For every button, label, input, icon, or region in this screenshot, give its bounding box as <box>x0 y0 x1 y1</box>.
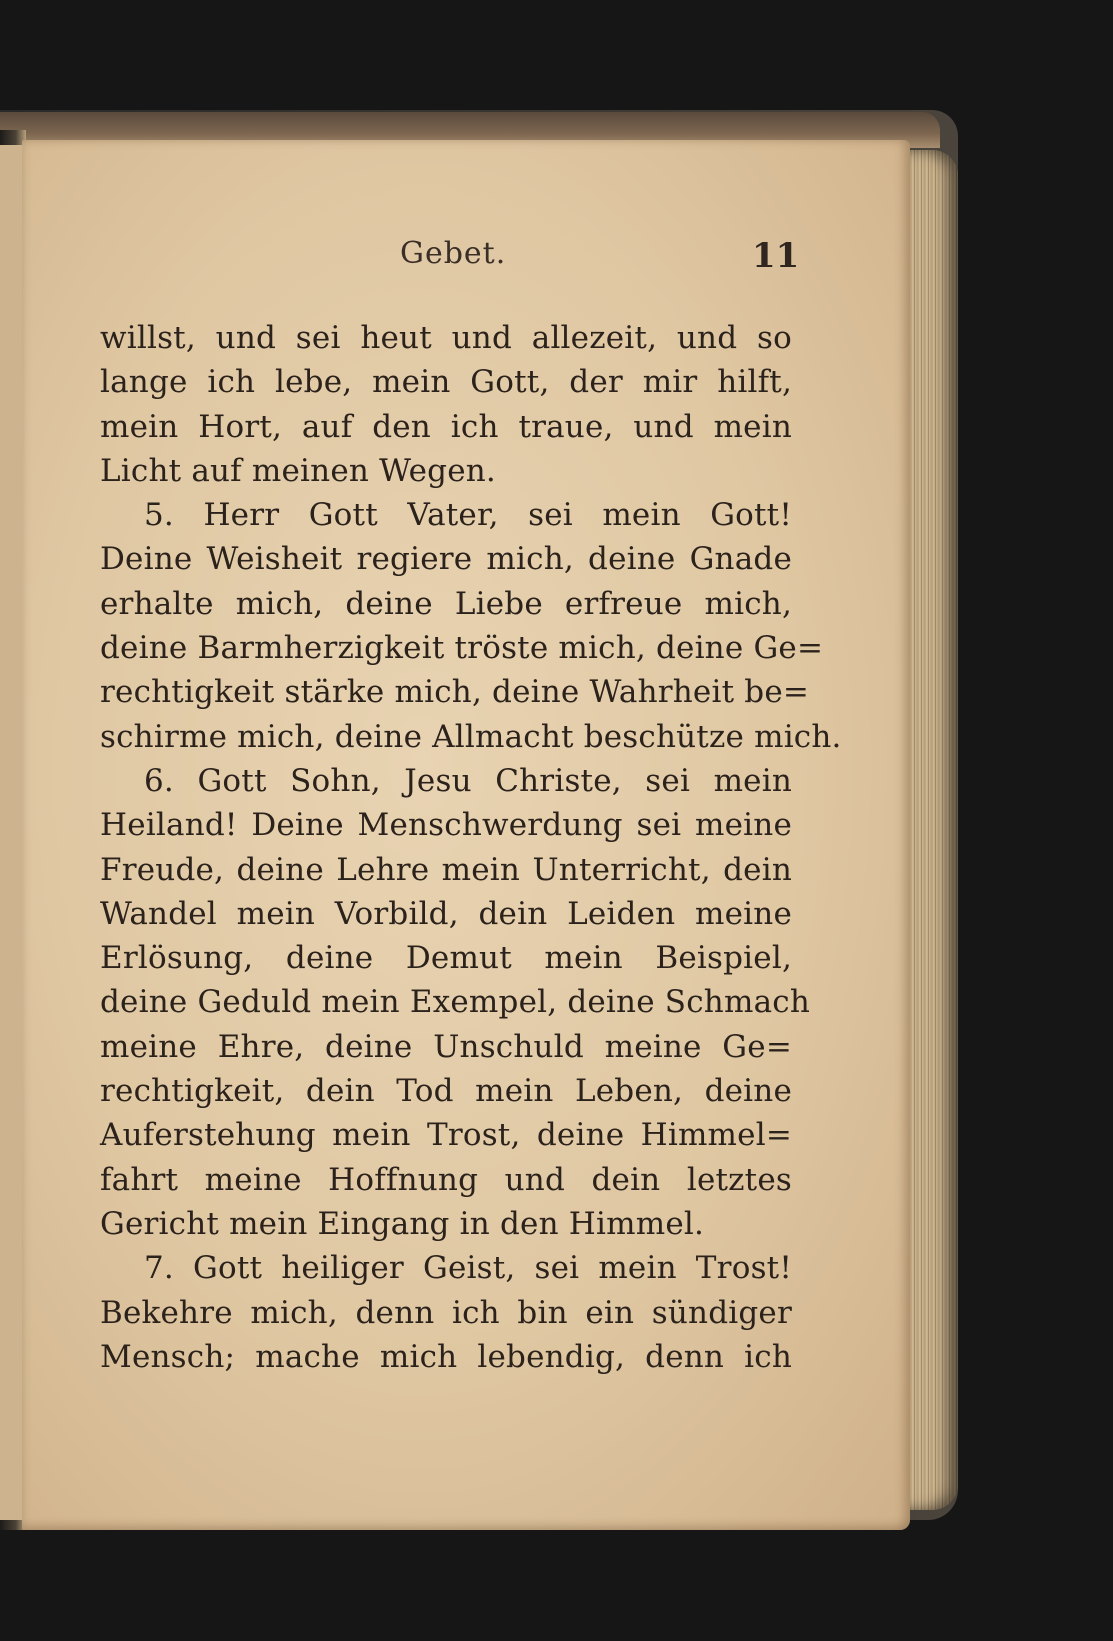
text-line: fahrt meine Hoffnung und dein letztes <box>100 1161 792 1198</box>
text-line: Freude, deine Lehre mein Unterricht, dein <box>100 851 792 888</box>
left-page-fragment <box>0 145 22 1520</box>
text-line: Erlösung, deine Demut mein Beispiel, <box>100 940 792 977</box>
text-line: 6. Gott Sohn, Jesu Christe, sei mein <box>144 762 792 799</box>
running-title: Gebet. <box>400 236 507 271</box>
text-line: rechtigkeit, dein Tod mein Leben, deine <box>100 1073 792 1110</box>
text-line: Wandel mein Vorbild, dein Leiden meine <box>100 895 792 932</box>
text-line: willst, und sei heut und allezeit, und so <box>100 320 792 356</box>
running-header <box>22 236 910 280</box>
page-number: 11 <box>752 236 800 276</box>
text-line: Gericht mein Eingang in den Himmel. <box>100 1205 705 1242</box>
text-line: mein Hort, auf den ich traue, und mein <box>100 408 792 445</box>
text-line: Deine Weisheit regiere mich, deine Gnade <box>100 541 792 578</box>
book-page <box>22 140 910 1530</box>
text-line: deine Barmherzigkeit tröste mich, deine Ge= <box>100 630 824 667</box>
text-line: Licht auf meinen Wegen. <box>100 452 496 489</box>
text-line: 7. Gott heiliger Geist, sei mein Trost! <box>144 1250 792 1287</box>
body-text <box>100 316 842 1379</box>
text-line: 5. Herr Gott Vater, sei mein Gott! <box>144 497 792 534</box>
text-line: Auferstehung mein Trost, deine Himmel= <box>100 1117 792 1154</box>
text-line: schirme mich, deine Allmacht beschütze mich. <box>100 718 842 755</box>
text-line: erhalte mich, deine Liebe erfreue mich, <box>100 585 792 622</box>
text-line: lange ich lebe, mein Gott, der mir hilft, <box>100 364 792 401</box>
text-line: Mensch; mache mich lebendig, denn ich <box>100 1338 792 1375</box>
text-line: rechtigkeit stärke mich, deine Wahrheit be= <box>100 674 810 711</box>
text-line: meine Ehre, deine Unschuld meine Ge= <box>100 1028 792 1065</box>
text-line: Bekehre mich, denn ich bin ein sündiger <box>100 1294 792 1331</box>
text-line: deine Geduld mein Exempel, deine Schmach <box>100 984 810 1021</box>
text-line: Heiland! Deine Menschwerdung sei meine <box>100 807 792 844</box>
